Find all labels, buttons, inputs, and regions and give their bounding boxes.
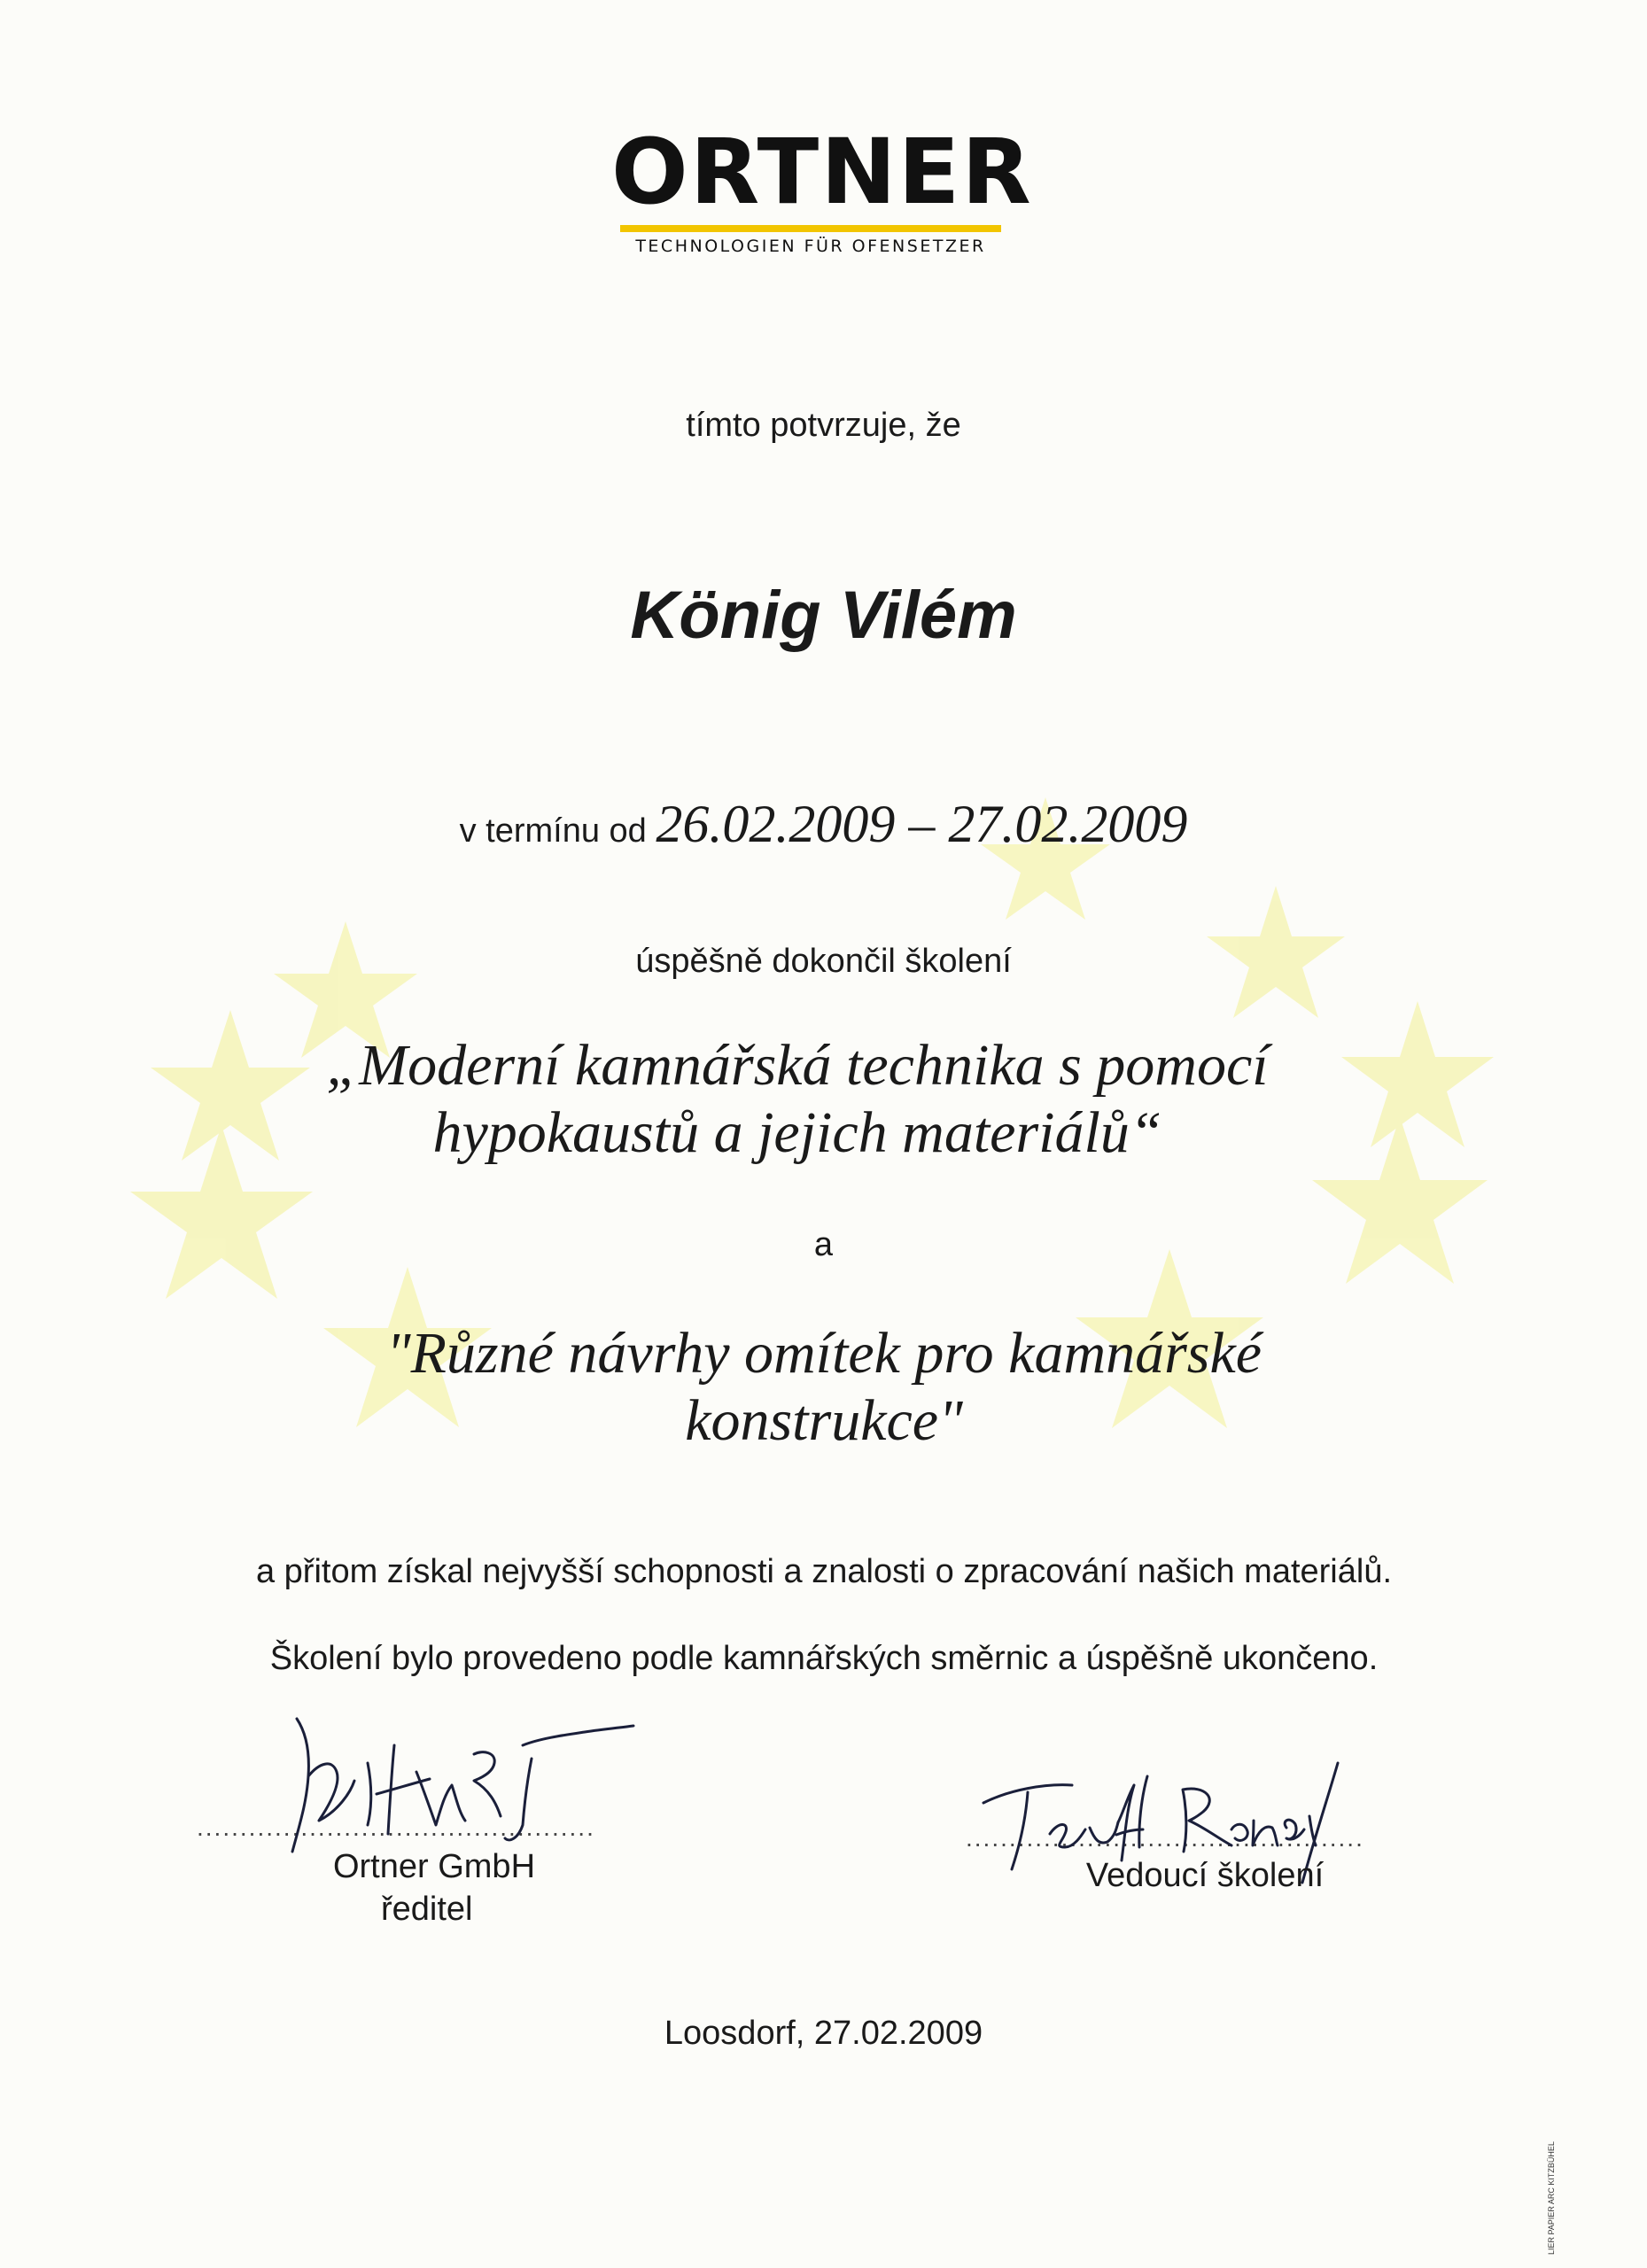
term-dates: 26.02.2009 – 27.02.2009 [656,795,1188,853]
logo-wordmark: ORTNER [611,120,1033,225]
paper-manufacturer-mark: LIER PAPIER ARC KITZBÜHEL [1547,2141,1556,2255]
director-signature [284,1710,638,1860]
signer-left-organization: Ortner GmbH [332,1848,536,1885]
term-prefix: v termínu od [459,812,647,850]
closing-text-1: a přitom získal nejvyšší schopnosti a znalosti o zpracování našich materiálů. [255,1553,1393,1590]
logo-yellow-bar [620,225,1001,232]
signer-right-role: Vedoucí školení [1085,1857,1325,1894]
closing-text-2: Školení bylo provedeno podle kamnářských směrnic a úspěšně ukončeno. [269,1640,1379,1677]
course-title-1: „Moderní kamnářská technika s pomocí hypokaustů a jejich materiálů“ [326,1033,1269,1165]
signer-left-role: ředitel [381,1891,473,1928]
intro-text: tímto potvrzuje, že [686,407,961,444]
signature-line-left: .............................................. [197,1814,595,1841]
term-line [0,793,1647,862]
recipient-name: König Vilém [630,578,1017,653]
place-and-date: Loosdorf, 27.02.2009 [664,2015,983,2052]
logo-tagline: TECHNOLOGIEN FÜR OFENSETZER [635,237,986,256]
course-title-2: "Různé návrhy omítek pro kamnářské konstrukce" [385,1321,1262,1453]
signature-line-right: .............................................. [966,1825,1364,1852]
completed-text: úspěšně dokončil školení [635,943,1012,980]
conjunction-text: a [813,1226,834,1263]
star-watermark-icon [1341,1001,1494,1147]
ortner-logo [611,120,1033,257]
